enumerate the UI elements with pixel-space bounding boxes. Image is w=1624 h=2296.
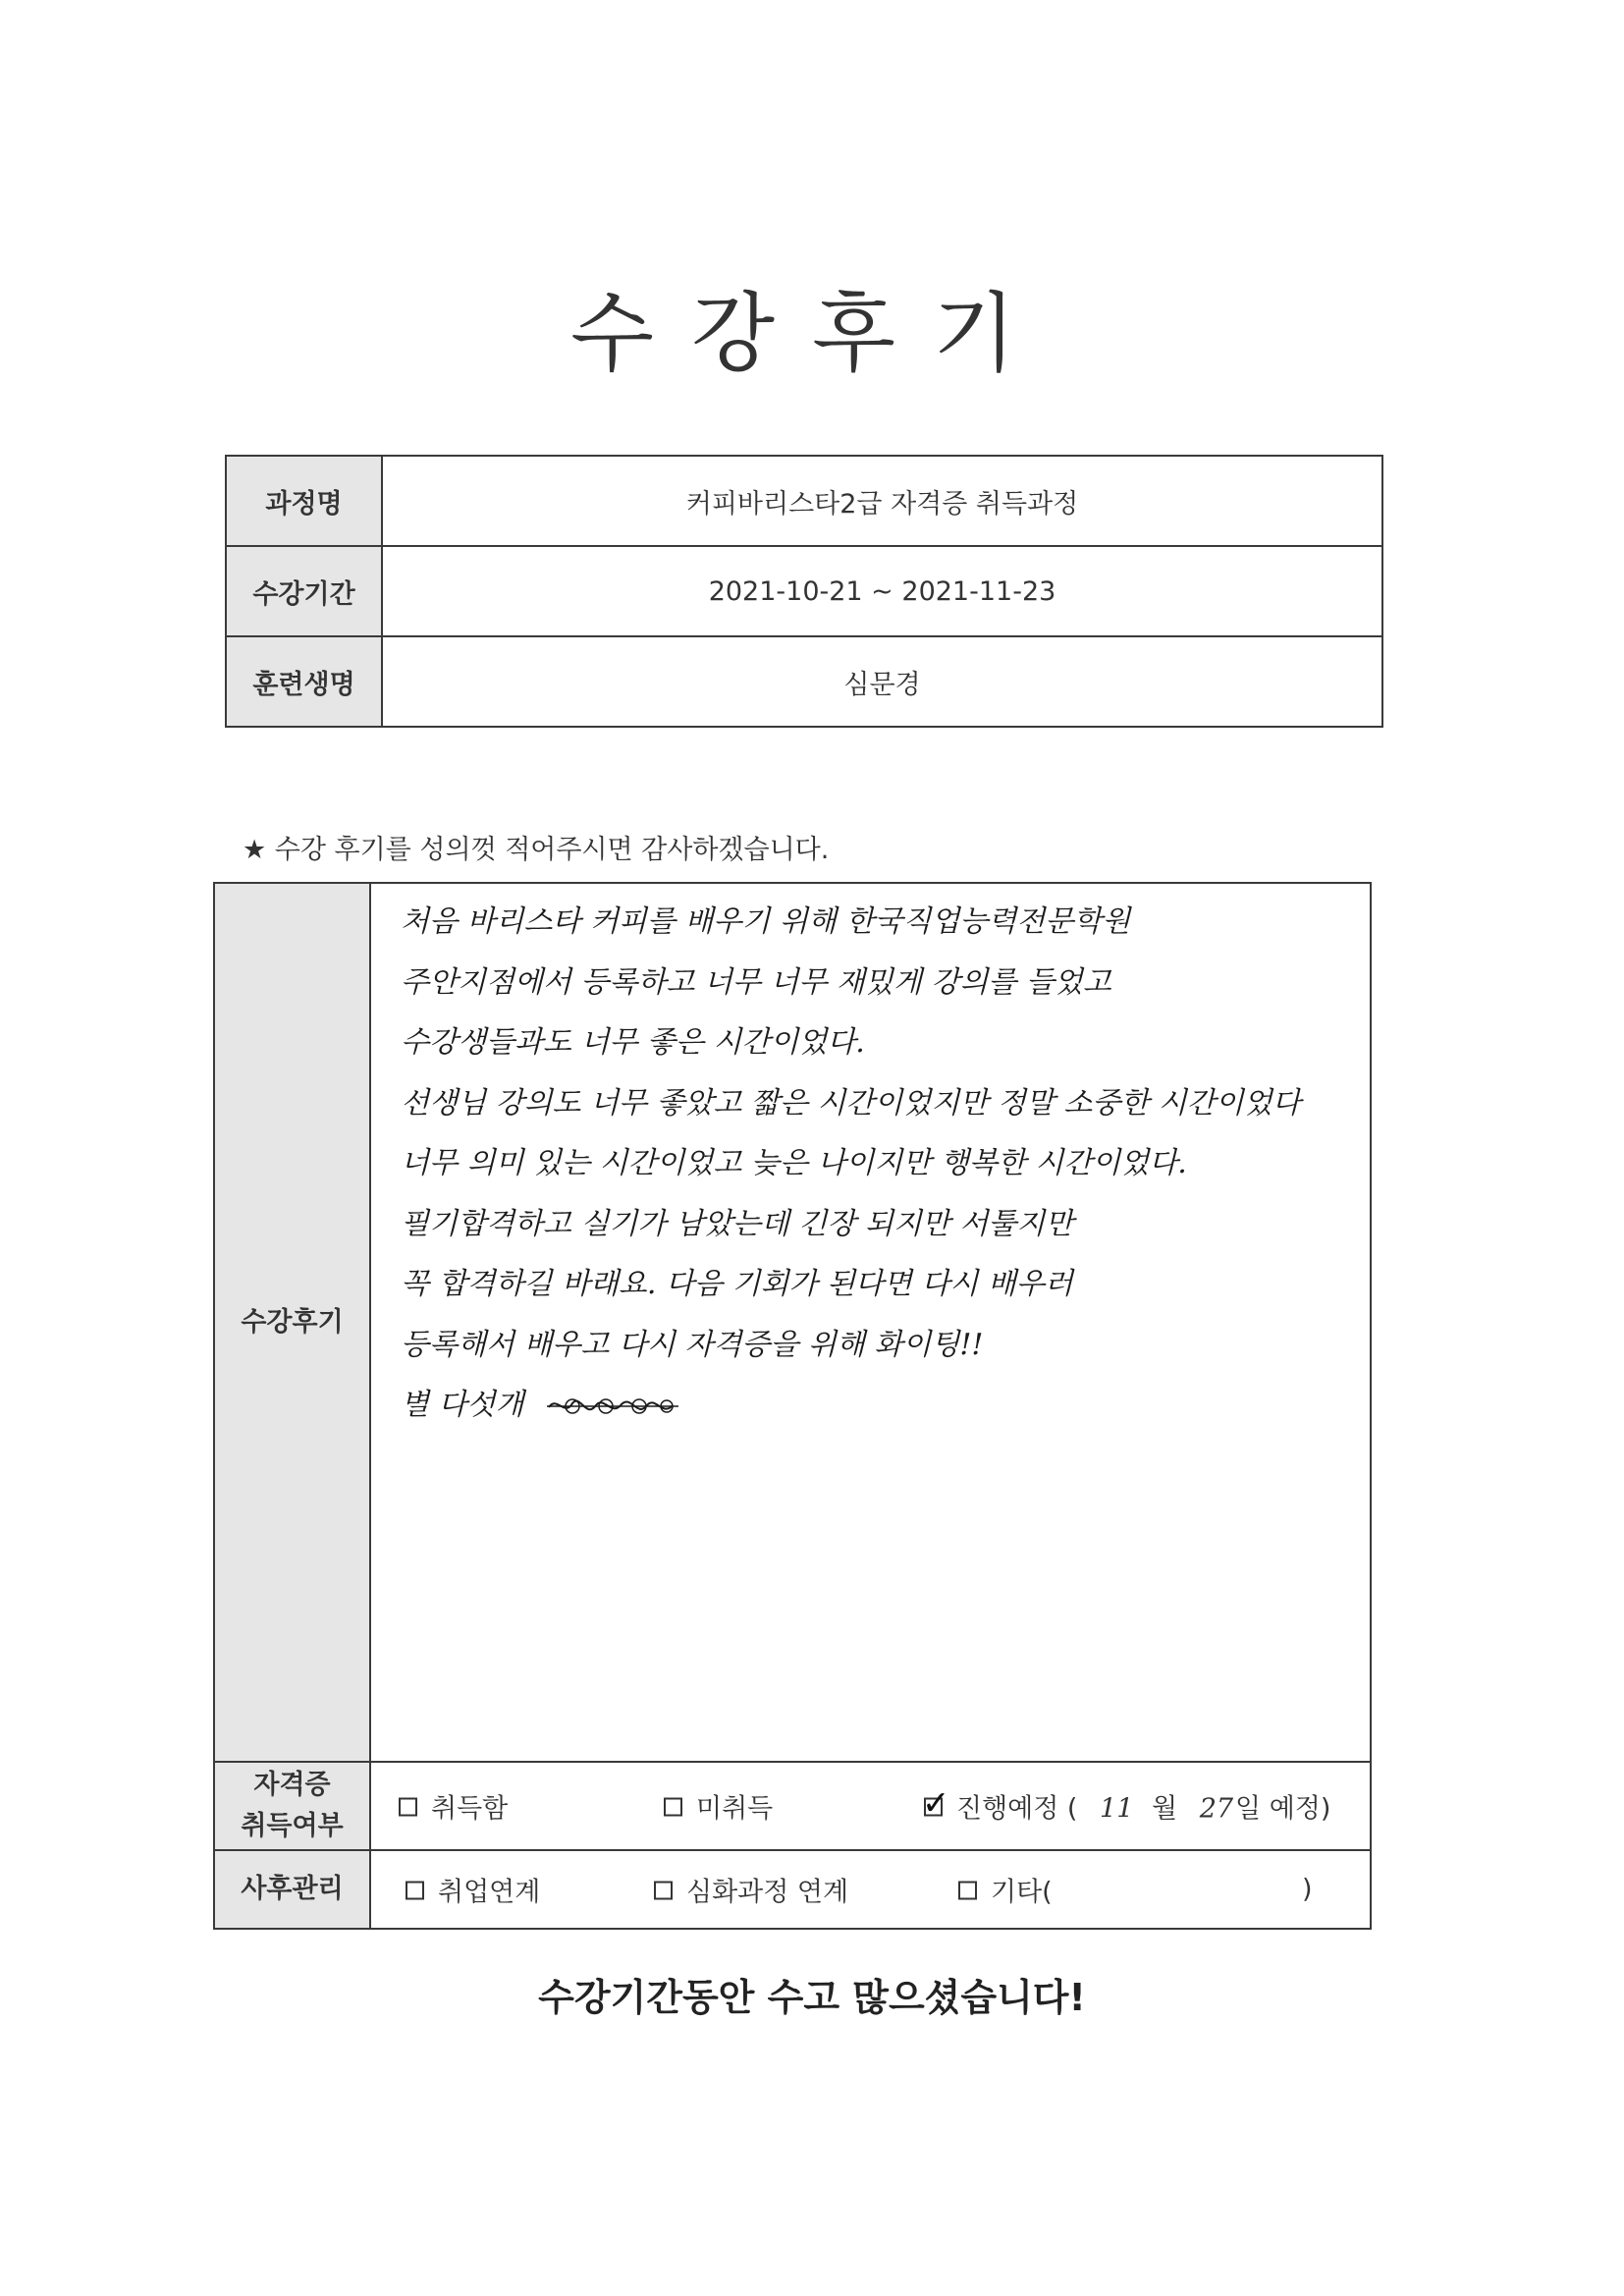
page-title: 수강후기 bbox=[569, 283, 1055, 384]
option-not-acquired-label: 미취득 bbox=[696, 1793, 774, 1825]
option-advanced-course[interactable] bbox=[654, 1871, 848, 1909]
review-line: 주안지점에서 등록하고 너무 너무 재밌게 강의를 들었고 bbox=[401, 964, 1111, 1000]
review-line: 필기합격하고 실기가 남았는데 긴장 되지만 서툴지만 bbox=[401, 1206, 1074, 1241]
course-row bbox=[226, 456, 1382, 546]
trainee-row bbox=[226, 636, 1382, 727]
certification-label-line2: 취득여부 bbox=[241, 1811, 344, 1841]
review-label: 수강후기 bbox=[214, 883, 370, 1762]
checkbox-not-acquired[interactable] bbox=[664, 1798, 682, 1817]
aftercare-options bbox=[370, 1850, 1371, 1929]
checkbox-in-progress[interactable] bbox=[922, 1783, 950, 1824]
review-line: 등록해서 배우고 다시 자격증을 위해 화이팅!! bbox=[401, 1327, 984, 1362]
option-not-acquired[interactable] bbox=[664, 1787, 773, 1826]
period-value: 2021-10-21 ~ 2021-11-23 bbox=[382, 546, 1382, 636]
review-table bbox=[213, 882, 1372, 1930]
closing-message: 수강기간동안 수고 많으셨습니다! bbox=[538, 1976, 1086, 2019]
review-line: 너무 의미 있는 시간이었고 늦은 나이지만 행복한 시간이었다. bbox=[401, 1146, 1187, 1180]
notice-text: ★ 수강 후기를 성의껏 적어주시면 감사하겠습니다. bbox=[243, 835, 830, 865]
certification-options bbox=[370, 1762, 1371, 1850]
course-label: 과정명 bbox=[226, 456, 382, 546]
review-line-rating bbox=[401, 1375, 1350, 1436]
aftercare-label: 사후관리 bbox=[214, 1850, 370, 1929]
scribbled-stars-icon bbox=[545, 1392, 682, 1421]
checkbox-other[interactable] bbox=[958, 1882, 977, 1900]
certification-row bbox=[214, 1762, 1371, 1850]
review-row bbox=[214, 883, 1371, 1762]
course-value: 커피바리스타2급 자격증 취득과정 bbox=[382, 456, 1382, 546]
trainee-label: 훈련생명 bbox=[226, 636, 382, 727]
month-unit: 월 bbox=[1152, 1793, 1178, 1825]
option-job-link[interactable] bbox=[406, 1871, 540, 1909]
period-label: 수강기간 bbox=[226, 546, 382, 636]
expected-day: 27 bbox=[1199, 1793, 1234, 1825]
checkbox-job-link[interactable] bbox=[406, 1882, 424, 1900]
option-other-label: 기타( bbox=[991, 1877, 1053, 1908]
expected-month: 11 bbox=[1100, 1793, 1134, 1825]
checkbox-advanced-course[interactable] bbox=[654, 1882, 673, 1900]
review-line: 꼭 합격하길 바래요. 다음 기회가 된다면 다시 배우러 bbox=[401, 1267, 1073, 1301]
period-row bbox=[226, 546, 1382, 636]
review-line: 선생님 강의도 너무 좋았고 짧은 시간이었지만 정말 소중한 시간이었다 bbox=[401, 1085, 1301, 1121]
option-in-progress-label: 진행예정 ( bbox=[956, 1793, 1078, 1825]
aftercare-row bbox=[214, 1850, 1371, 1929]
checkmark-icon: ✓ bbox=[922, 1783, 950, 1824]
option-job-link-label: 취업연계 bbox=[438, 1877, 541, 1908]
certification-label bbox=[214, 1762, 370, 1850]
review-text-area[interactable] bbox=[370, 883, 1371, 1762]
review-line: 처음 바리스타 커피를 배우기 위해 한국직업능력전문학원 bbox=[401, 904, 1131, 939]
option-acquired-label: 취득함 bbox=[431, 1793, 509, 1825]
checkbox-acquired[interactable] bbox=[399, 1798, 417, 1817]
certification-label-line1: 자격증 bbox=[253, 1770, 331, 1801]
day-unit: 일 예정) bbox=[1235, 1793, 1331, 1825]
review-line: 수강생들과도 너무 좋은 시간이었다. bbox=[401, 1025, 865, 1060]
rating-text: 별 다섯개 bbox=[401, 1388, 524, 1422]
option-acquired[interactable] bbox=[399, 1787, 508, 1826]
option-other[interactable] bbox=[958, 1871, 1053, 1909]
option-in-progress[interactable] bbox=[922, 1783, 1331, 1826]
option-other-close: ) bbox=[1302, 1874, 1313, 1905]
trainee-value: 심문경 bbox=[382, 636, 1382, 727]
course-info-table bbox=[225, 455, 1383, 728]
option-advanced-course-label: 심화과정 연계 bbox=[686, 1877, 849, 1908]
